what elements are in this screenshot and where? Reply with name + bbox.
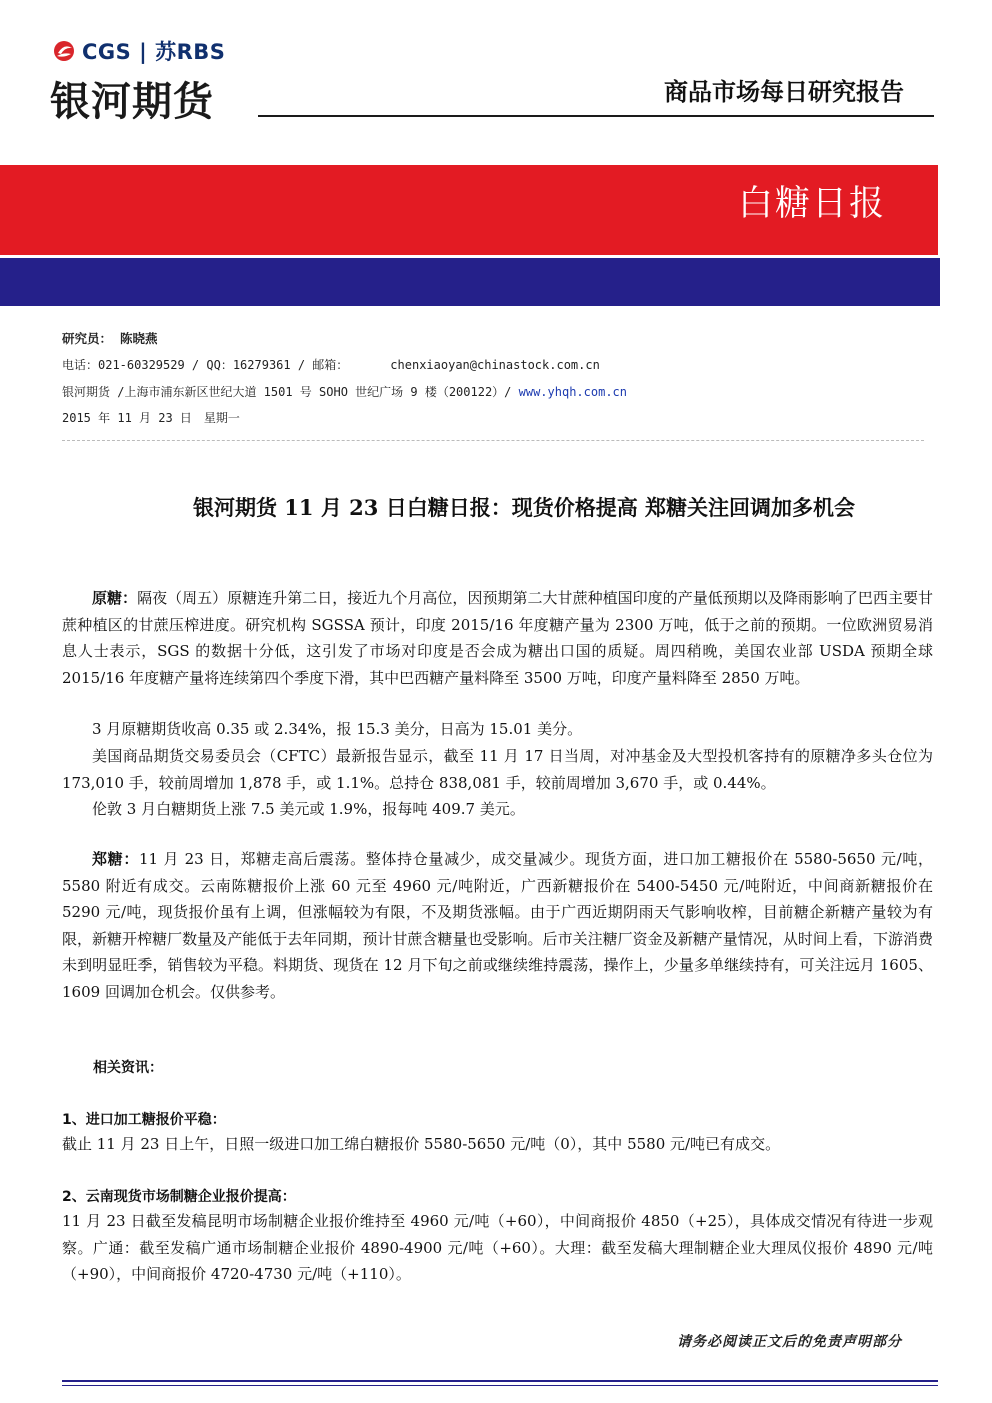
raw-futures-paragraph: 3 月原糖期货收高 0.35 或 2.34%，报 15.3 美分，日高为 15.01 美分。 — [92, 720, 583, 738]
website-link[interactable]: www.yhqh.com.cn — [518, 385, 627, 399]
researcher-name: 陈晓燕 — [120, 331, 158, 346]
email-link[interactable]: chenxiaoyan@chinastock.com.cn — [390, 358, 600, 372]
london-paragraph: 伦敦 3 月白糖期货上涨 7.5 美元或 1.9%，报每吨 409.7 美元。 — [92, 800, 525, 818]
banner-title: 白糖日报 — [737, 184, 886, 224]
company-name: 银河期货 — [50, 79, 214, 125]
header-divider — [258, 115, 934, 117]
footer-divider — [62, 1380, 938, 1382]
disclaimer-note: 请务必阅读正文后的免责声明部分 — [677, 1334, 902, 1350]
news-item-body: 截止 11 月 23 日上午，日照一级进口加工绵白糖报价 5580-5650 元/吨（0），其中 5580 元/吨已有成交。 — [62, 1135, 781, 1153]
contact-line — [62, 356, 600, 373]
report-date: 2015 年 11 月 23 日 星期一 — [62, 411, 240, 425]
zhengzhou-sugar-paragraph — [62, 846, 933, 1005]
cgs-swirl-logo-icon — [52, 40, 76, 62]
address-text: 银河期货 /上海市浦东新区世纪大道 1501 号 SOHO 世纪广场 9 楼（200122）/ — [62, 385, 519, 399]
report-series-title: 商品市场每日研究报告 — [664, 78, 904, 106]
contact-info: 电话：021-60329529 / QQ：16279361 / 邮箱： — [62, 358, 349, 372]
banner-stripe — [0, 258, 940, 306]
researcher-line — [62, 329, 158, 347]
footer-divider-thin — [62, 1385, 938, 1386]
document-title-text: 银河期货 11 月 23 日白糖日报：现货价格提高 郑糖关注回调加多机会 — [193, 495, 855, 520]
address-line — [62, 383, 627, 400]
researcher-label: 研究员： — [62, 331, 113, 346]
zhengzhou-sugar-lead: 郑糖： — [92, 850, 139, 868]
document-title — [0, 492, 992, 522]
news-item-heading: 2、云南现货市场制糖企业报价提高： — [62, 1189, 296, 1205]
brand-logo — [52, 36, 225, 66]
related-news-heading: 相关资讯： — [93, 1060, 163, 1076]
raw-sugar-lead: 原糖： — [92, 589, 138, 607]
cftc-paragraph: 美国商品期货交易委员会（CFTC）最新报告显示，截至 11 月 17 日当周，对冲基金及大型投机客持有的原糖净多头仓位为 173,010 手，较前周增加 1,878 手，或 1.1%。总持仓 838,081 手，较前周增加 3,670 手，或 0.44%。 — [62, 747, 933, 792]
raw-sugar-text: 隔夜（周五）原糖连升第二日，接近九个月高位，因预期第二大甘蔗种植国印度的产量低预期以及降雨影响了巴西主要甘蔗种植区的甘蔗压榨进度。研究机构 SGSSA 预计，印度 2015/16 年度糖产量为 2300 万吨，低于之前的预期。一位欧洲贸易消息人士表示，SGS 的数据十分低，这引发了市场对印度是否会成为糖出口国的质疑。周四稍晚，美国农业部 USDA 预期全球 2015/16 年度糖产量将连续第四个季度下滑，其中巴西糖产量料降至 3500 万吨，印度产量料降至 2850 万吨。 — [62, 589, 933, 687]
brand-text: CGS | 苏RBS — [82, 40, 226, 64]
news-item-heading: 1、进口加工糖报价平稳： — [62, 1112, 226, 1128]
meta-divider — [62, 440, 924, 441]
raw-sugar-paragraph — [62, 585, 933, 691]
zhengzhou-sugar-text: 11 月 23 日，郑糖走高后震荡。整体持仓量减少，成交量减少。现货方面，进口加工糖报价在 5580-5650 元/吨，5580 附近有成交。云南陈糖报价上涨 60 元至 4960 元/吨附近，广西新糖报价在 5400-5450 元/吨附近，中间商新糖报价在 5290 元/吨，现货报价虽有上调，但涨幅较为有限，不及期货涨幅。由于广西近期阴雨天气影响收榨，目前糖企新糖产量较为有限，新糖开榨糖厂数量及产能低于去年同期，预计甘蔗含糖量也受影响。后市关注糖厂资金及新糖产量情况，从时间上看，下游消费未到明显旺季，销售较为平稳。料期货、现货在 12 月下旬之前或继续维持震荡，操作上，少量多单继续持有，可关注远月 1605、1609 回调加仓机会。仅供参考。 — [62, 850, 933, 1001]
news-item-body: 11 月 23 日截至发稿昆明市场制糖企业报价维持至 4960 元/吨（+60），中间商报价 4850（+25），具体成交情况有待进一步观察。广通：截至发稿广通市场制糖企业报价 4890-4900 元/吨（+60）。大理：截至发稿大理制糖企业大理凤仪报价 4890 元/吨（+90），中间商报价 4720-4730 元/吨（+110）。 — [62, 1212, 933, 1283]
